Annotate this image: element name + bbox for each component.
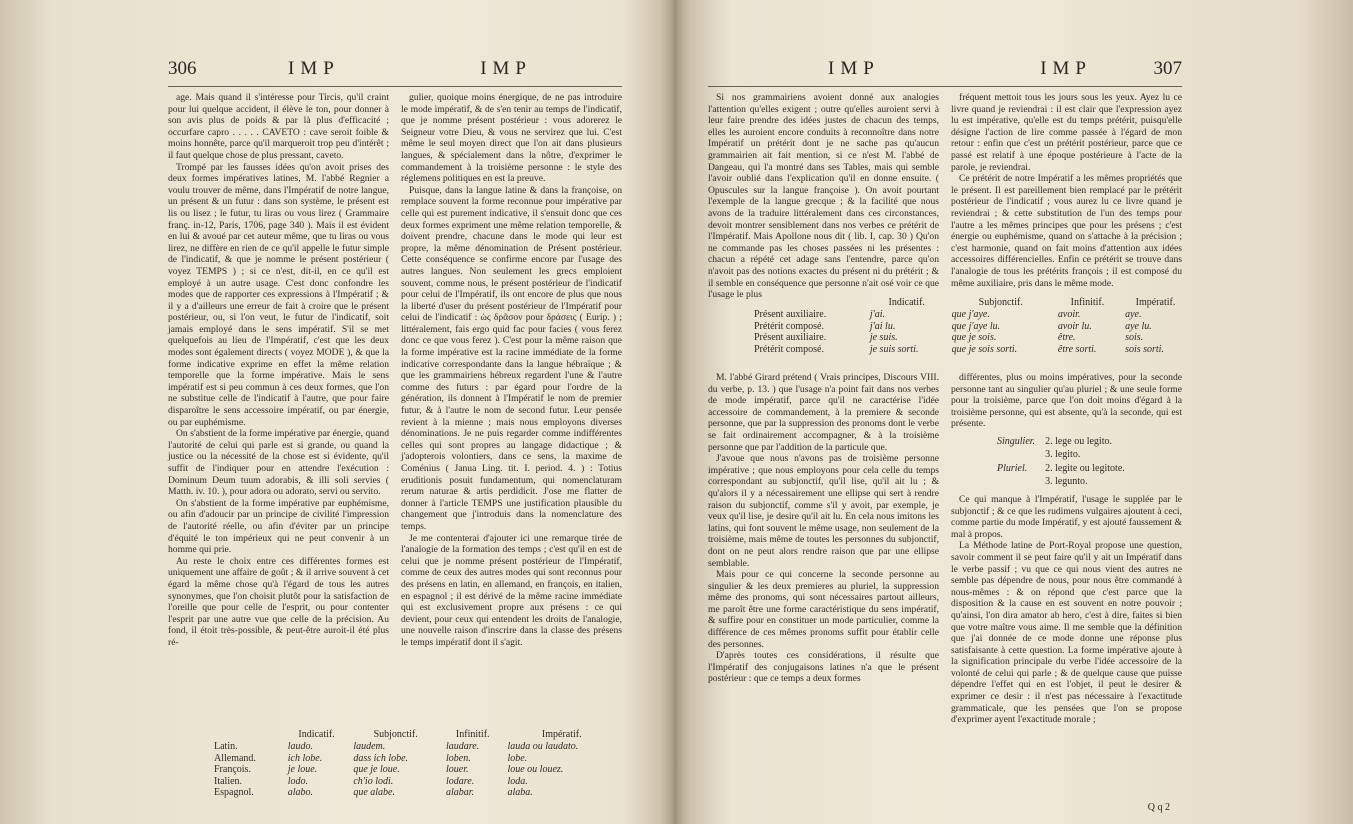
left-conjugation-table: [210, 728, 620, 799]
table-cell: que je sois sorti.: [951, 343, 1018, 355]
table-cell: [993, 476, 1039, 488]
table-cell: que je sois.: [951, 332, 997, 343]
table-cell: être.: [1057, 332, 1076, 343]
left-page-number: 306: [168, 58, 197, 79]
table-cell: aye lu.: [1125, 320, 1152, 332]
table-header-row: [750, 296, 1190, 309]
table-cell: [993, 449, 1039, 461]
right-header-word-2: IMP: [1040, 58, 1092, 79]
table-cell: Prétérit composé.: [754, 320, 824, 332]
table-cell: avoir.: [1057, 309, 1081, 320]
table-header: [210, 728, 284, 741]
right-page-number: 307: [1153, 58, 1182, 79]
paragraph: M. l'abbé Girard prétend ( Vrais principes, Discours VIII. du verbe, p. 13. ) que l'usage n'a point fait dans nos verbes de mode impératif, parce qu'il ne caractérise l'idée accessoire de commandement, à la premiere & seconde personne, que par la suppression des pronoms dont le verbe se fait ordinairement accompagner, & à la troisième personne que par l'addition de la particule que.: [708, 372, 939, 453]
paragraph: J'avoue que nous n'avons pas de troisième personne impérative ; que nous employons pour cela celle du temps correspondant au subjonctif, qu'il lise, qu'il ait lu ; & qu'alors il y a nécessairement une ellipse qui sert à rendre raison du subjonctif, comme s'il y avoit, par exemple, je veux qu'il lise, je desire qu'il ait lu. En cela nous imitons les latins, qui font souvent le même usage, non seulement de la troisième, mais même de toutes les personnes du subjonctif, dont on ne peut alors rendre raison que par une ellipse semblable.: [708, 453, 939, 569]
table-header: Indicatif.: [298, 729, 335, 740]
table-cell: laudare.: [446, 741, 480, 752]
table-cell: alabo.: [287, 787, 314, 798]
table-cell: Latin.: [214, 741, 238, 752]
table-cell: je suis sorti.: [869, 343, 919, 355]
book-gutter: [660, 0, 690, 824]
right-bottom-column-2: [951, 372, 1182, 812]
table-cell: Espagnol.: [214, 787, 254, 798]
table-cell: aye.: [1125, 309, 1142, 320]
table-cell: Allemand.: [214, 752, 256, 764]
table-cell: avoir lu.: [1057, 320, 1092, 332]
table-row: [750, 344, 1190, 356]
table-cell: laudem.: [353, 741, 386, 752]
table-cell: Singulier.: [997, 435, 1036, 447]
table-cell: lauda ou laudato.: [507, 741, 579, 752]
left-header-word-1: IMP: [288, 58, 340, 79]
right-page-header: [708, 58, 1182, 84]
table-row: [993, 449, 1129, 461]
paragraph: On s'abstient de la forme impérative par euphémisme, ou afin d'adoucir par un principe de civilité l'impression de l'autorité réelle, ou afin d'éviter par un principe d'équité le ton impérieux qui ne peut convenir à un homme qui prie.: [168, 497, 389, 556]
table-cell: j'ai.: [869, 309, 886, 320]
right-top-column-2: [951, 92, 1182, 288]
table-cell: lodo.: [287, 775, 309, 787]
table-row: [750, 309, 1190, 321]
table-header: Subjonctif.: [373, 729, 418, 740]
right-header-rule: [708, 86, 1182, 87]
table-cell: dass ich lobe.: [353, 752, 409, 764]
paragraph: Ce qui manque à l'Impératif, l'usage le supplée par le subjonctif ; & ce que les rudimens vulgaires ajoutent à ceci, comme partie du mode Impératif, y est ajouté faussement & mal à propos.: [951, 493, 1182, 540]
paragraph: Au reste le choix entre ces différentes formes est uniquement une affaire de goût ; & il arrive souvent à cet égard la même chose qu'à l'égard de tous les autres synonymes, que l'on choisit plutôt pour la satisfaction de l'oreille que pour celle de l'esprit, ou pour contenter l'esprit par une autre vue que celle de la précision. Au fond, il étoit très-possible, & peut-être auroit-il été plus ré-: [168, 555, 389, 648]
left-column-2: [401, 92, 622, 722]
paragraph: age. Mais quand il s'intéresse pour Tircis, qu'il craint pour lui quelque accident, il élève le ton, pour donner à son avis plus de poids & par là plus d'efficacité ; occurfare capro . . . . . CAVETO : cave seroit foible & moins honnête, parce qu'il marqueroit trop peu d'intérêt ; il faut quelque chose de plus pressant, caveto.: [168, 92, 389, 161]
table-cell: Pluriel.: [997, 462, 1028, 474]
table-cell: sois sorti.: [1125, 343, 1164, 355]
table-cell: être sorti.: [1057, 343, 1097, 355]
paragraph: Trompé par les fausses idées qu'on avoit prises des deux formes impératives latines, M. l'abbé Regnier a voulu trouver de même, dans l'Impératif de notre langue, un présent & un futur : dans son système, le présent est lis ou lisez ; le futur, tu liras ou vous lirez ( Grammaire franç. in-12, Paris, 1706, page 340 ). Mais il est évident en lui & avoué par cet auteur même, que tu liras ou vous lirez, ne diffère en rien de ce qu'il appelle le futur simple de l'indicatif, & que je nomme le présent postérieur ( voyez TEMPS ) ; si ce n'est, dit-il, en ce qu'il est employé à un autre usage. C'est donc confondre les modes que de rapporter ces expressions à l'Impératif ; & il y a d'ailleurs une erreur de fait à croire que le présent postérieur, ou, si l'on veut, le futur de l'indicatif, soit jamais employé dans le sens impératif. S'il se met quelquefois au lieu de l'Impératif, c'est que les deux modes sont également directs ( voyez MODE ), & que la forme indicative exprime en effet la même relation temporelle que la forme impérative. Mais le sens impératif est si peu commun à ces deux formes, que l'on ne substitue celle de l'indicatif à l'autre, que pour faire disparoître le sens accessoire impératif, ou par énergie, ou par euphémisme.: [168, 161, 389, 428]
table-cell: que alabe.: [353, 787, 395, 798]
table-header: Impératif.: [541, 729, 582, 740]
right-conjugation-table: [750, 296, 1190, 355]
right-header-word-1: IMP: [828, 58, 880, 79]
table-row: [210, 753, 620, 765]
table-header: Infinitif.: [1070, 297, 1105, 308]
paragraph: Mais pour ce qui concerne la seconde personne au singulier & les deux premieres au pluriel, la suppression même des pronoms, qui sont nécessaires partout ailleurs, me paroît être une forme caractéristique du sens impératif, & suffire pour en constituer un mode particulier, comme la différence de ces mêmes pronoms suffit pour établir celle des personnes.: [708, 569, 939, 650]
table-header: Infinitif.: [455, 729, 490, 740]
left-header-rule: [168, 86, 622, 87]
table-cell: Présent auxiliaire.: [754, 332, 827, 343]
table-cell: laudo.: [287, 741, 314, 752]
table-cell: Présent auxiliaire.: [754, 309, 827, 320]
right-top-columns: [708, 92, 1182, 301]
paragraph: Ce prétérit de notre Impératif a les mêmes propriétés que le présent. Il est pareillement bien remplacé par le prétérit postérieur de l'indicatif ; vous aurez lu ce livre quand je reviendrai ; & cette substitution de l'un des temps pour l'autre a les mêmes principes que pour les présens ; c'est énergie ou euphémisme, quand on s'attache à la précision ; c'est harmonie, quand on fait moins d'attention aux idées accessoires différencielles. Enfin ce prétérit se trouve dans l'analogie de tous les prétérits françois ; il est composé du même auxiliaire, pris dans le même mode.: [951, 173, 1182, 289]
table-row: [750, 332, 1190, 344]
right-page: [690, 0, 1200, 824]
table-cell: loben.: [446, 752, 471, 764]
paragraph: différentes, plus ou moins impératives, pour la seconde personne tant au singulier qu'au pluriel ; & une seule forme pour la troisième, parce que l'on doit moins d'égard à la troisième personne, qui est absente, qu'à la seconde, qui est présente.: [951, 372, 1182, 430]
paragraph: Je me contenterai d'ajouter ici une remarque tirée de l'analogie de la formation des temps ; c'est qu'il en est de celui que je nomme présent postérieur de l'Impératif, comme de ceux des autres modes qui sont reconnus pour des présens en latin, en allemand, en françois, en italien, en espagnol ; il est dérivé de la même racine immédiate qui est exclusivement propre aux présens : ce qui devient, pour ceux qui entendent les droits de l'analogie, une nouvelle raison d'inscrire dans la classe des présens le temps impératif dont il s'agit.: [401, 532, 622, 648]
paragraph: Si nos grammairiens avoient donné aux analogies l'attention qu'elles exigent ; outre qu'elles auroient servi à leur faire prendre des idées justes de chacun des temps, elles les auroient encore conduits à reconnoître dans notre Impératif un prétérit dont je ne sache pas qu'aucun grammairien ait fait mention, si ce n'est M. l'abbé de Dangeau, qui l'a montré dans ses Tables, mais qui semble l'avoir oublié dans l'explication qu'il en donne ensuite. ( Opuscules sur la langue françoise ). On avoit pourtant l'exemple de la langue grecque ; & la facilité que nous avons de la traduire littéralement dans ces circonstances, devoit montrer sensiblement dans nos verbes ce prétérit de l'Impératif. Mais Apollone nous dit ( lib. I, cap. 30 ) Qu'on ne commande pas les choses passées ni les présentes : chacun a répété cet adage sans l'entendre, parce qu'on n'avoit pas des notions exactes du présent ni du prétérit ; & il semble en conséquence que personne n'ait osé voir ce que l'usage le plus: [708, 92, 939, 301]
table-cell: j'ai lu.: [869, 320, 896, 332]
right-bottom-columns: [708, 372, 1182, 812]
left-page: [150, 0, 640, 824]
paragraph: fréquent mettoit tous les jours sous les yeux. Ayez lu ce livre quand je reviendrai : il est clair que l'expression ayez lu est impérative, qu'elle est du temps prétérit, puisqu'elle désigne l'action de lire comme passée à l'égard de mon retour : enfin que c'est un prétérit postérieur, parce que ce passé est relatif à une époque postérieure à l'acte de la parole, je reviendrai.: [951, 92, 1182, 173]
table-cell: alabar.: [446, 787, 475, 798]
paragraph: D'après toutes ces considérations, il résulte que l'Impératif des conjugaisons latines n'a que le présent postérieur : que ce temps a deux formes: [708, 650, 939, 685]
table-row: [210, 787, 620, 799]
table-cell: 2. lege ou legito.: [1045, 435, 1112, 447]
table-cell: ch'io lodi.: [353, 775, 394, 787]
table-cell: ich lobe.: [287, 752, 323, 764]
paragraph: gulier, quoique moins énergique, de ne pas introduire le mode impératif, & de s'en tenir au temps de l'indicatif, que je nomme présent postérieur : vous adorerez le Seigneur votre Dieu, & vous ne servirez que lui. C'est même le seul moyen direct que l'on ait dans plusieurs langues, & spécialement dans la nôtre, d'exprimer le commandement à la troisième personne : le style des réglemens politiques en est la preuve.: [401, 92, 622, 185]
table-cell: je loue.: [287, 764, 318, 775]
paragraph: Puisque, dans la langue latine & dans la françoise, on remplace souvent la forme reconnue pour impérative par celle qui est purement indicative, il s'ensuit donc que ces deux formes expriment une même relation temporelle, & doivent prendre, chacune dans le mode qui leur est propre, la même dénomination de Présent postérieur. Cette conséquence se confirme encore par l'usage des autres langues. Non seulement les grecs emploient souvent, comme nous, le présent postérieur de l'indicatif pour celui de l'Impératif, ils ont encore de plus que nous la liberté d'user du présent postérieur de l'Impératif pour celui de l'indicatif : ὡς δρᾶσον pour δράσεις ( Eurip. ) ; littéralement, fais ergo quid fac pour facies ( vous ferez donc ce que vous ferez ). C'est pour la même raison que la forme impérative est la racine immédiate de la forme indicative correspondante dans la langue hébraïque ; & que les grammairiens hébreux regardent l'une & l'autre comme des futurs : par égard pour l'ordre de la génération, ils donnent à l'Impératif le nom de premier futur, & à l'autre le nom de second futur. Leur pensée revient à la mienne ; mais nous employons diverses dénominations. Je ne puis regarder comme indifférentes celles qui sont propres au langage didactique ; & j'adopterois volontiers, dans ce sens, la maxime de Coménius ( Janua Ling. tit. I. period. 4. ) : Totius eruditionis posuit fundamentum, qui nomenclaturam rerum naturae & artis perdidicit. J'ose me flatter de donner à l'article TEMPS une justification plausible du changement que j'introduis dans la nomenclature des temps.: [401, 184, 622, 532]
table-cell: lobe.: [507, 752, 528, 764]
table-header: Indicatif.: [888, 297, 925, 308]
table-header-row: [210, 728, 620, 741]
table-header: Impératif.: [1135, 297, 1176, 308]
table-cell: louer.: [446, 764, 469, 775]
table-cell: loue ou louez.: [507, 764, 564, 775]
left-columns: [168, 92, 622, 722]
table-cell: Italien.: [214, 775, 243, 787]
table-cell: loda.: [507, 775, 528, 787]
table-row: [210, 741, 620, 753]
table-cell: lodare.: [446, 775, 475, 787]
paragraph: On s'abstient de la forme impérative par énergie, quand l'autorité de celui qui parle est si grande, ou quand la justice ou la nécessité de la chose est si évidente, qu'il suffit de l'indiquer pour en attendre l'exécution : Dominum Deum tuum adorabis, & illi soli servies ( Matth. iv. 10. ), pour adora ou adorato, servi ou servito.: [168, 428, 389, 498]
table-row: [210, 776, 620, 788]
table-cell: alaba.: [507, 787, 533, 798]
table-cell: sois.: [1125, 332, 1144, 343]
right-bottom-column-1: [708, 372, 939, 812]
table-header: Subjonctif.: [978, 297, 1023, 308]
left-page-header: [168, 58, 622, 84]
table-cell: 3. legito.: [1045, 449, 1081, 461]
table-cell: 2. legite ou legitote.: [1045, 462, 1125, 474]
table-cell: que je loue.: [353, 764, 400, 775]
table-cell: Prétérit composé.: [754, 343, 824, 355]
table-row: [993, 436, 1129, 448]
table-row: [993, 476, 1129, 488]
table-cell: 3. legunto.: [1045, 476, 1088, 488]
left-column-1: [168, 92, 389, 722]
right-top-column-1: [708, 92, 939, 301]
table-cell: François.: [214, 764, 251, 775]
table-cell: que j'aye lu.: [951, 320, 1001, 332]
table-row: [750, 321, 1190, 333]
table-cell: que j'aye.: [951, 309, 990, 320]
table-cell: je suis.: [869, 332, 898, 343]
paragraph: La Méthode latine de Port-Royal propose une question, savoir comment il se peut faire qu'il y ait un Impératif dans le verbe passif ; vu que ce qui nous vient des autres ne semble pas dépendre de nous, pour nous être commandé à nous-mêmes : & on répond que c'est parce que la disposition & la cause en est souvent en notre pouvoir ; qu'ainsi, l'on dira amator ab hero, c'est à dire, faites si bien que votre maître vous aime. Il me semble que la définition que j'ai donnée de ce mode donne une réponse plus satisfaisante à cette question. La forme impérative ajoute à la signification principale du verbe l'idée accessoire de la volonté de celui qui parle ; & de quelque cause que puisse dépendre l'effet qui en est l'objet, il peut le desirer & exprimer ce desir : il n'est pas nécessaire à l'exactitude grammaticale, que les pensées que l'on se propose d'exprimer ayent l'exactitude morale ;: [951, 540, 1182, 726]
table-row: [210, 764, 620, 776]
left-header-word-2: IMP: [480, 58, 532, 79]
signature-mark: Q q 2: [1147, 802, 1170, 813]
table-row: [993, 463, 1129, 475]
table-header: [750, 296, 866, 309]
latin-conjugation-table: [991, 434, 1131, 490]
